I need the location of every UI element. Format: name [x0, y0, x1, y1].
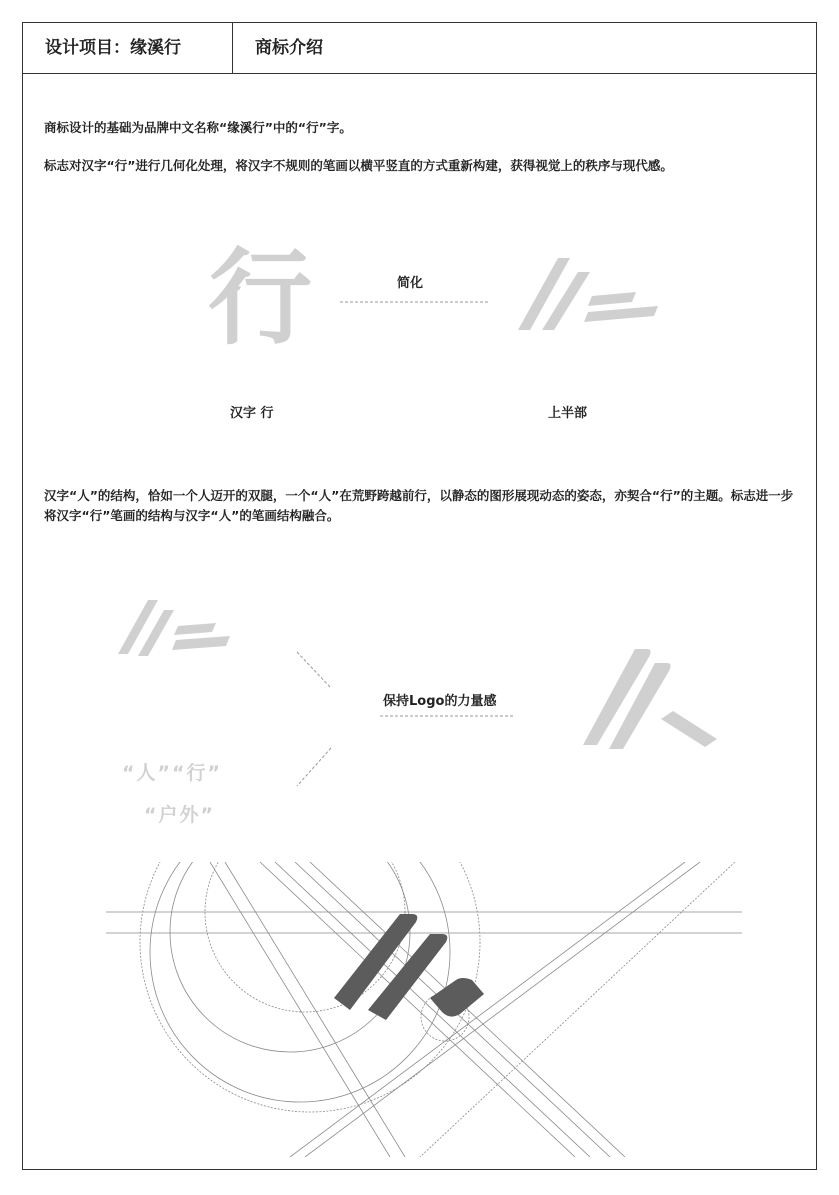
caption-hanzi-xing: 汉字 行 [230, 406, 274, 421]
header-bar [23, 23, 816, 74]
simplify-dashed-line [340, 300, 490, 304]
merge-label: 保持Logo的力量感 [383, 694, 497, 709]
quote-outdoor: “户外” [144, 804, 215, 826]
simplify-label: 简化 [397, 276, 424, 291]
fused-logo-dark-icon [334, 914, 484, 1020]
concept-paragraph: 汉字“人”的结构，恰如一个人迈开的双腿，一个“人”在荒野跨越前行，以静态的图形展现动态的姿态，亦契合“行”的主题。标志进一步将汉字“行”笔画的结构与汉字“人”的笔画结构融合。 [44, 488, 794, 523]
intro-paragraph-1: 商标设计的基础为品牌中文名称“缘溪行”中的“行”字。 [44, 120, 352, 135]
intro-paragraph-2: 标志对汉字“行”进行几何化处理，将汉字不规则的笔画以横平竖直的方式重新构建，获得视觉上的秩序与现代感。 [44, 158, 673, 173]
fused-logo-light-icon [575, 645, 725, 760]
connector-lines [295, 650, 335, 790]
project-title: 设计项目：缘溪行 [23, 23, 233, 73]
quote-ren-xing: “人”“行” [122, 762, 222, 784]
source-glyph-icon [118, 598, 233, 660]
section-title: 商标介绍 [255, 38, 323, 58]
upper-half-glyph-icon [510, 250, 660, 340]
hanzi-xing-large: 行 [208, 237, 313, 359]
merge-dashed-line [380, 714, 515, 718]
caption-upper-half: 上半部 [548, 406, 588, 421]
logo-construction-grid [100, 862, 745, 1157]
